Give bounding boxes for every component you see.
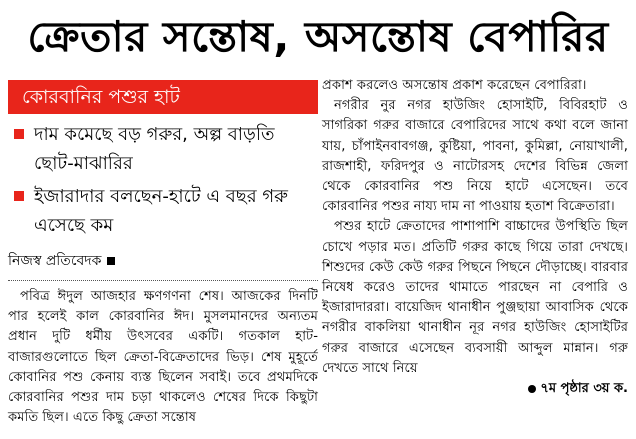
headline: ক্রেতার সন্তোষ, অসন্তোষ বেপারির xyxy=(27,12,609,61)
right-body-paragraph: প্রকাশ করলেও অসন্তোষ প্রকাশ করেছেন বেপারিরা। xyxy=(322,78,587,93)
deck-bullet-text: দাম কমেছে বড় গরুর, অল্প বাড়তি ছোট-মাঝারির xyxy=(34,124,275,174)
divider xyxy=(8,280,318,281)
continued-on xyxy=(322,379,628,399)
deck-bullet-text: ইজারাদার বলছেন-হাটে এ বছর গরু এসেছে কম xyxy=(34,186,288,236)
deck-bullets xyxy=(8,120,318,240)
left-column xyxy=(8,76,318,428)
right-body-paragraph: নগরীর নুর নগর হাউজিং হোসাইটি, বিবিরহাট ও সাগরিকা গরুর বাজারে বেপারিদের সাথে কথা বলে জানা যায়, চাঁপাইনবাবগঞ্জ, কুষ্টিয়া, পাবনা, কুমিল্লা, নোয়াখালী, রাজশাহী, ফরিদপুর ও নাটোরসহ দেশের বিভিন্ন জেলা থেকে কোরবানির পশু নিয়ে হাটে এসেছেন। তবে কোরবানির পশুর নায্য দাম না পাওয়ায় হতাশ বিক্রেতারা। xyxy=(322,98,628,215)
bullet-dot-icon xyxy=(528,385,536,393)
byline-text: নিজস্ব প্রতিবেদক xyxy=(8,253,102,269)
left-body-text: পবিত্র ঈদুল আজহার ক্ষণগণনা শেষ। আজকের দিনটি পার হলেই কাল কোরবানির ঈদ। মুসলমানদের অন্যতম প্রধান দুটি ধর্মীয় উৎসবের একটি। গতকাল হাট-বাজারগুলোতে ছিল ক্রেতা-বিক্রেতাদের ভিড়। শেষ মুহূর্তে কোবানির পশু কেনায় ব্যস্ত ছিলেন সবাই। তবে প্রথমদিকে কোরবানির পশুর দাম চড়া থাকলেও শেষের দিকে কিছুটা কমতি ছিল। এতে কিছু ক্রেতা সন্তোষ xyxy=(8,289,318,426)
black-square-icon xyxy=(107,257,115,265)
red-square-icon xyxy=(14,129,24,139)
deck-bullet xyxy=(8,120,318,178)
right-body-paragraph: পশুর হাটে ক্রেতাদের পাশাপাশি বাচ্চাদের উপস্থিতি ছিল চোখে পড়ার মত। প্রতিটি গরুর কাছে গিয়ে তারা দেখছে। শিশুদের কেউ কেউ গরুর পিছনে পিছনে দৌড়াচ্ছে। বারবার নিষেধ করেও তাদের থামাতে পারছেন না বেপারি ও ইজারাদাররা। বায়েজিদ থানাধীন পুঞ্জছায়া আবাসিক থেকে নগরীর বাকলিয়া থানাধীন নূর নগর হাউজিং হোসাইটির গরুর বাজারে এসেছেন ব্যবসায়ী আব্দুল মান্নান। গরু দেখতে সাথে নিয়ে xyxy=(322,219,628,376)
continued-on-text: ৭ম পৃষ্ঠার ৩য় ক. xyxy=(540,381,628,397)
deck-bullet xyxy=(8,182,318,240)
right-column xyxy=(322,76,628,399)
byline xyxy=(8,250,318,274)
red-square-icon xyxy=(14,191,24,201)
kicker-banner: কোরবানির পশুর হাট xyxy=(8,80,318,114)
